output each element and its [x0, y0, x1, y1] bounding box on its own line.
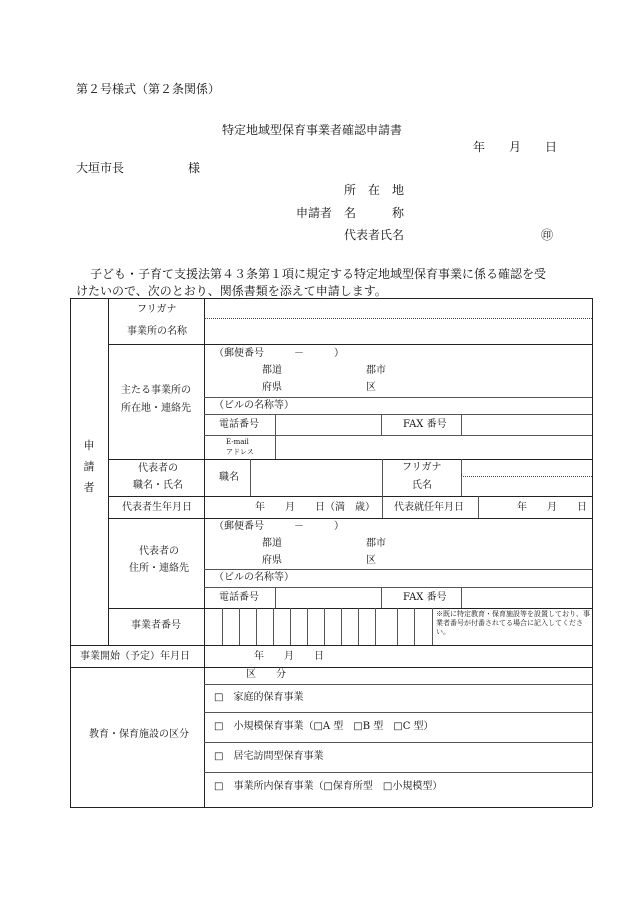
furigana-label-2: フリガナ: [402, 462, 442, 473]
rep-city-label: 郡市: [366, 538, 386, 549]
category-home-care[interactable]: □ 家庭的保育事業: [214, 692, 304, 703]
rep-postal-code-field: （郵便番号 － ）: [214, 521, 344, 532]
fax-label: FAX 番号: [403, 419, 447, 430]
birthdate-value: 年 月 日（満 歳）: [255, 502, 375, 513]
rep-address-label-2: 住所・連絡先: [129, 563, 189, 574]
intro-text-line1: 子ども・子育て支援法第４３条第１項に規定する特定地域型保育事業に係る確認を受: [90, 267, 547, 281]
name-field-label: 氏名: [412, 480, 432, 491]
prefecture-label-2: 府県: [262, 382, 282, 393]
start-date-value: 年 月 日: [254, 651, 324, 662]
job-title-label: 職名: [219, 472, 239, 483]
rep-prefecture-label-1: 都道: [262, 538, 282, 549]
prefecture-label-1: 都道: [262, 365, 282, 376]
form-number: 第２号様式（第２条関係）: [76, 82, 221, 96]
furigana-label: フリガナ: [137, 304, 177, 315]
addressee: 大垣市長: [76, 161, 125, 175]
date-month-label: 月: [509, 140, 522, 154]
date-day-label: 日: [545, 140, 558, 154]
email-label-1: E-mail: [226, 438, 249, 446]
category-header: 区 分: [246, 669, 286, 680]
form-title: 特定地域型保育事業者確認申請書: [222, 123, 403, 137]
representative-label-2: 職名・氏名: [133, 480, 183, 491]
rep-address-label-1: 代表者の: [139, 546, 179, 557]
email-label-2: アドレス: [226, 448, 254, 456]
rep-phone-label: 電話番号: [219, 592, 259, 603]
date-year-label: 年: [473, 140, 486, 154]
rep-prefecture-label-2: 府県: [262, 555, 282, 566]
addressee-honorific: 様: [188, 161, 201, 175]
main-office-label-1: 主たる事業所の: [121, 385, 191, 396]
operator-number-label: 事業者番号: [131, 620, 181, 631]
postal-code-field: （郵便番号 － ）: [214, 348, 344, 359]
rep-fax-label: FAX 番号: [403, 592, 447, 603]
start-date-label: 事業開始（予定）年月日: [80, 651, 190, 662]
intro-text-line2: けたいので、次のとおり、関係書類を添えて申請します。: [76, 284, 387, 298]
category-home-visit[interactable]: □ 居宅訪問型保育事業: [214, 751, 324, 762]
representative-label: 代表者氏名: [344, 228, 405, 242]
applicant-label: 申請者: [296, 206, 333, 220]
term-start-label: 代表就任年月日: [394, 502, 464, 513]
representative-label-1: 代表者の: [138, 463, 178, 474]
main-office-label-2: 所在地・連絡先: [121, 403, 191, 414]
operator-number-note: ※既に特定教育・保育施設等を設置しており、事業者番号が付番されてる場合に記入してください。: [436, 610, 590, 636]
term-start-value: 年 月 日: [517, 502, 587, 513]
rep-ward-label: 区: [366, 555, 376, 566]
address-label: 所 在 地: [344, 183, 405, 197]
applicant-side-label: 申請者: [83, 439, 95, 494]
office-name-label: 事業所の名称: [127, 326, 187, 337]
city-label: 郡市: [366, 365, 386, 376]
name-label: 名 称: [344, 206, 405, 220]
phone-label: 電話番号: [219, 419, 259, 430]
building-label: （ビルの名称等）: [214, 400, 294, 411]
category-small-scale[interactable]: □ 小規模保育事業（□A 型 □B 型 □C 型）: [214, 721, 434, 732]
ward-label: 区: [366, 382, 376, 393]
seal-mark: ㊞: [541, 228, 554, 242]
birthdate-label: 代表者生年月日: [122, 502, 192, 513]
category-label: 教育・保育施設の区分: [89, 729, 189, 740]
rep-building-label: （ビルの名称等）: [214, 572, 294, 583]
category-workplace[interactable]: □ 事業所内保育事業（□保育所型 □小規模型）: [214, 781, 443, 792]
